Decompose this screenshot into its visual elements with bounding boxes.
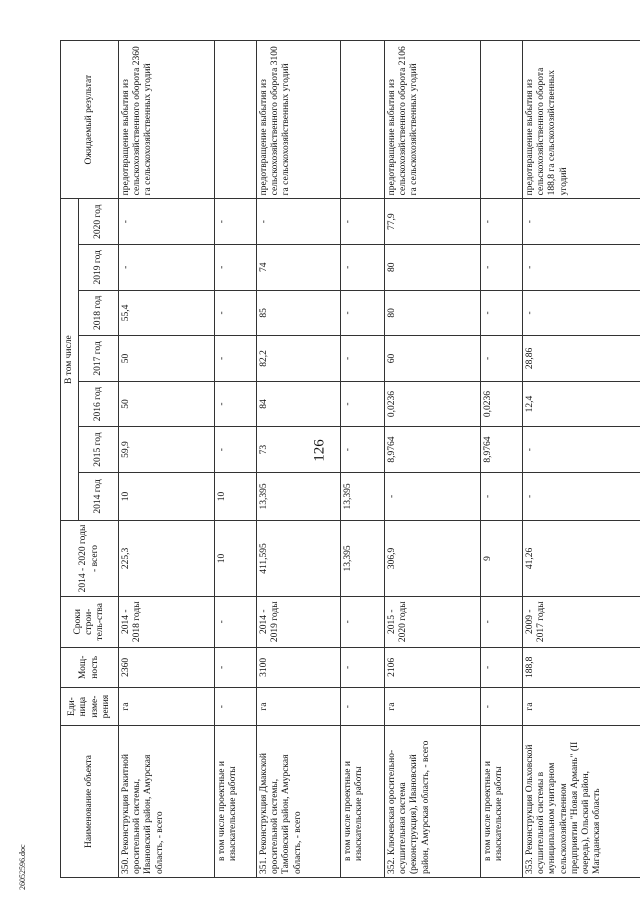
cell-terms: 2014 - 2018 годы [119, 596, 215, 647]
cell-year: - [481, 199, 523, 245]
cell-total: 306,9 [385, 521, 481, 597]
cell-year: - [523, 199, 640, 245]
cell-terms: - [341, 596, 385, 647]
cell-unit: га [385, 688, 481, 726]
cell-name: в том числе проектные и изыскательские работы [215, 726, 257, 878]
cell-name: в том числе проектные и изыскательские работы [341, 726, 385, 878]
header-capacity: Мощ-ность [61, 647, 119, 688]
table-row [341, 41, 385, 878]
cell-year: - [215, 245, 257, 291]
cell-year: 77,9 [385, 199, 481, 245]
cell-year: - [481, 245, 523, 291]
cell-result: предотвращение выбытия из сельскохозяйственного оборота 2360 га сельскохозяйственных угодий [119, 41, 215, 199]
header-total: 2014 - 2020 годы - всего [61, 521, 119, 597]
cell-year: - [481, 290, 523, 336]
cell-year: 13,395 [257, 472, 341, 520]
cell-result [341, 41, 385, 199]
cell-year: - [341, 336, 385, 382]
cell-capacity: - [481, 647, 523, 688]
cell-year: - [215, 199, 257, 245]
cell-result: предотвращение выбытия из сельскохозяйственного оборота 188,8 га сельскохозяйственных угодий [523, 41, 640, 199]
header-terms: Сроки строи-тель-ства [61, 596, 119, 647]
cell-capacity: 2106 [385, 647, 481, 688]
cell-year: 74 [257, 245, 341, 291]
cell-result [481, 41, 523, 199]
cell-year: - [523, 245, 640, 291]
rotated-table-wrapper [60, 40, 603, 878]
cell-unit: га [523, 688, 640, 726]
cell-total: 13,395 [341, 521, 385, 597]
cell-year: - [215, 336, 257, 382]
cell-year: - [481, 472, 523, 520]
cell-year: - [341, 427, 385, 473]
cell-year: - [215, 427, 257, 473]
cell-year: 13,395 [341, 472, 385, 520]
cell-total: 10 [215, 521, 257, 597]
header-name: Наименование объекта [61, 726, 119, 878]
header-incl: В том числе [61, 199, 79, 521]
header-year: 2019 год [79, 245, 119, 291]
cell-terms: - [215, 596, 257, 647]
table-row [481, 41, 523, 878]
cell-capacity: - [341, 647, 385, 688]
cell-year: - [481, 336, 523, 382]
header-year: 2020 год [79, 199, 119, 245]
cell-total: 9 [481, 521, 523, 597]
header-result: Ожидаемый результат [61, 41, 119, 199]
cell-year: - [385, 472, 481, 520]
cell-name: в том числе проектные и изыскательские работы [481, 726, 523, 878]
table-row [523, 41, 640, 878]
cell-year: - [341, 199, 385, 245]
cell-unit: - [481, 688, 523, 726]
cell-year: 84 [257, 381, 341, 427]
cell-total: 411,595 [257, 521, 341, 597]
cell-result [215, 41, 257, 199]
cell-year: - [215, 381, 257, 427]
cell-year: 8,9764 [385, 427, 481, 473]
cell-result: предотвращение выбытия из сельскохозяйственного оборота 2106 га сельскохозяйственных угодий [385, 41, 481, 199]
cell-result: предотвращение выбытия из сельскохозяйственного оборота 3100 га сельскохозяйственных угодий [257, 41, 341, 199]
header-year: 2018 год [79, 290, 119, 336]
cell-total: 225,3 [119, 521, 215, 597]
cell-year: 50 [119, 336, 215, 382]
cell-capacity: 2360 [119, 647, 215, 688]
header-year: 2015 год [79, 427, 119, 473]
table-row [257, 41, 341, 878]
cell-year: - [341, 381, 385, 427]
cell-year: 80 [385, 245, 481, 291]
footer-code: 26052596.doc [18, 844, 27, 890]
cell-year: - [119, 199, 215, 245]
cell-year: - [523, 427, 640, 473]
table-row [385, 41, 481, 878]
cell-year: - [523, 290, 640, 336]
cell-year: 10 [119, 472, 215, 520]
cell-year: - [523, 472, 640, 520]
cell-year: 55,4 [119, 290, 215, 336]
cell-name: 350. Реконструкция Ракитной оросительной системы, Ивановский район, Амурская область, - всего [119, 726, 215, 878]
cell-year: 12,4 [523, 381, 640, 427]
cell-unit: - [215, 688, 257, 726]
investment-table [60, 40, 640, 878]
cell-capacity: 188,8 [523, 647, 640, 688]
cell-terms: 2009 - 2017 годы [523, 596, 640, 647]
header-year: 2014 год [79, 472, 119, 520]
table-row [119, 41, 215, 878]
cell-year: 0,0236 [481, 381, 523, 427]
cell-unit: - [341, 688, 385, 726]
cell-year: 80 [385, 290, 481, 336]
cell-name: 353. Реконструкция Ольховской осушительной системы в муниципальном унитарном сельскохозяйственном предприятии "Новая Армань" (II очередь), Ольский район, Магаданская область [523, 726, 640, 878]
cell-name: 351. Реконструкция Дмакской оросительной системы, Тамбовский район, Амурская область, - всего [257, 726, 341, 878]
cell-year: - [119, 245, 215, 291]
header-year: 2017 год [79, 336, 119, 382]
table-row [215, 41, 257, 878]
cell-year: - [341, 245, 385, 291]
cell-year: 73 [257, 427, 341, 473]
header-unit: Еди-ница изме-рения [61, 688, 119, 726]
cell-year: 85 [257, 290, 341, 336]
cell-terms: - [481, 596, 523, 647]
cell-year: 59,9 [119, 427, 215, 473]
cell-year: 50 [119, 381, 215, 427]
cell-capacity: - [215, 647, 257, 688]
cell-year: - [341, 290, 385, 336]
cell-capacity: 3100 [257, 647, 341, 688]
header-year: 2016 год [79, 381, 119, 427]
cell-year: - [215, 290, 257, 336]
cell-year: - [257, 199, 341, 245]
cell-year: 0,0236 [385, 381, 481, 427]
cell-unit: га [119, 688, 215, 726]
cell-year: 8,9764 [481, 427, 523, 473]
cell-unit: га [257, 688, 341, 726]
cell-year: 60 [385, 336, 481, 382]
page-number: 126 [311, 439, 328, 462]
cell-year: 82,2 [257, 336, 341, 382]
cell-year: 10 [215, 472, 257, 520]
cell-name: 352. Ключевская оросительно-осушительная система (реконструкция), Ивановский район, Амурская область, - всего [385, 726, 481, 878]
cell-year: 28,86 [523, 336, 640, 382]
cell-terms: 2015 - 2020 годы [385, 596, 481, 647]
cell-total: 41,26 [523, 521, 640, 597]
cell-terms: 2014 - 2019 годы [257, 596, 341, 647]
